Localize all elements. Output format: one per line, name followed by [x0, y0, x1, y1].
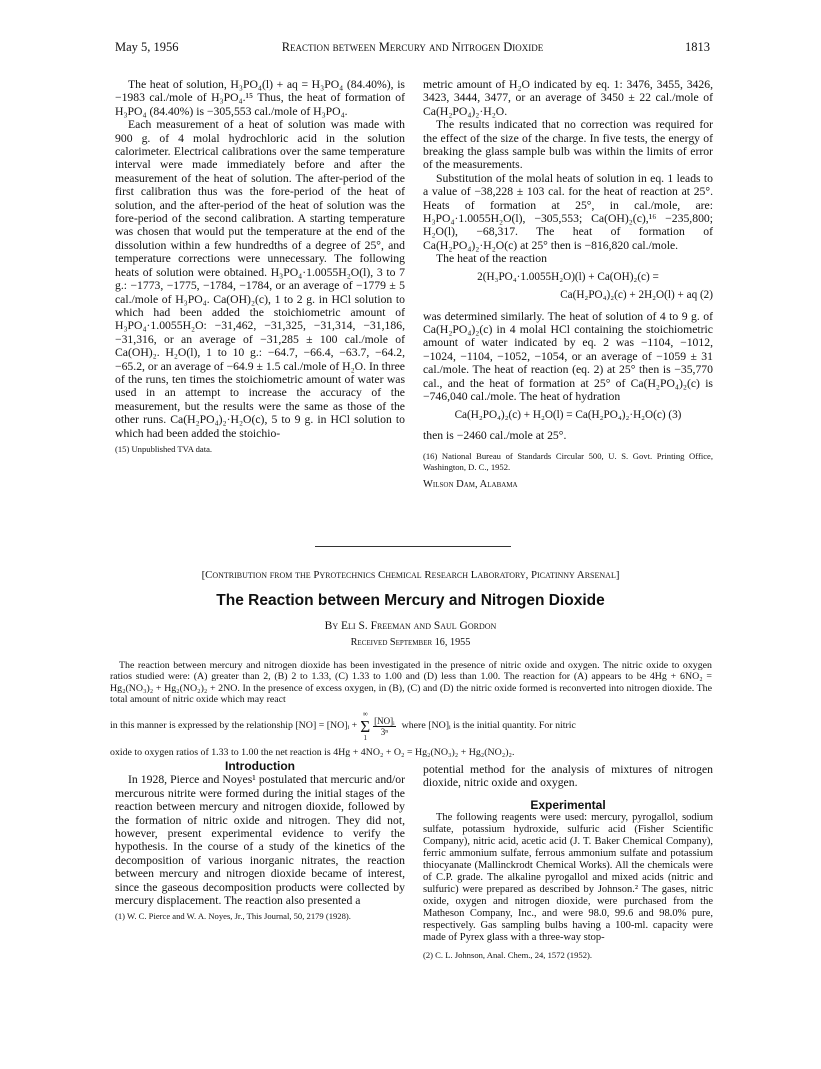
footnote-15: (15) Unpublished TVA data.	[115, 443, 213, 454]
authors: By Eli S. Freeman and Saul Gordon	[324, 620, 497, 632]
fraction-numerator: [NO]ᵢ	[374, 715, 395, 726]
sum-lower: 1	[363, 733, 367, 742]
paragraph: then is −2460 cal./mole at 25°.	[423, 428, 567, 442]
page-number: 1813	[685, 40, 710, 54]
paragraph: The results indicated that no correction was required for the effect of the size of the charge. In five tests, the energy of breaking the glass sample bulb was within the limits of error of the measurements.	[423, 118, 713, 172]
sum-upper: ∞	[362, 709, 368, 718]
paragraph: The heat of the reaction	[436, 252, 547, 266]
footnote-16: (16) National Bureau of Standards Circular 500, U. S. Govt. Printing Office, Washington, D. C., 1952.	[423, 451, 713, 472]
left-column-bottom	[115, 760, 405, 922]
article-title: The Reaction between Mercury and Nitrogen Dioxide	[216, 592, 605, 609]
right-column-top	[423, 78, 713, 492]
equation-2-line-1: 2(H₃PO₄·1.0055H₂O)(l) + Ca(OH)₂(c) =	[477, 270, 659, 283]
abstract-text-end: oxide to oxygen ratios of 1.33 to 1.00 the net reaction is 4Hg + 4NO₂ + O₂ = Hg₂(NO₃)₂ + Hg₂(NO₂)₂.	[110, 746, 515, 758]
issue-date: May 5, 1956	[115, 40, 179, 54]
fraction	[373, 716, 395, 737]
sigma-symbol: Σ	[360, 716, 371, 736]
paragraph: The heat of solution, H₃PO₄(l) + aq = H₃PO₄ (84.40%), is −1983 cal./mole of H₃PO₄.¹⁵ Thus, the heat of formation of H₃PO₄ (84.40%) is −305,553 cal./mole of H₃PO₄.	[115, 78, 405, 118]
paragraph: Each measurement of a heat of solution was made with 900 g. of 4 molal hydrochloric acid in the solution calorimeter. Electrical calibrations over the same temperature interval were made immediately before and after the measurement of the heat of solution. The after-period of the first calibration thus was the fore-period of the heat of solution, and the after-period of the heat of solution was the fore-period of the second calibration. A starting temperature was chosen that would put the temperature at the end of the dissolution within a few hundredths of a degree of 25°, and temperature corrections were unnecessary. The following heats of solution were obtained. H₃PO₄·1.0055H₂O(l), 3 to 7 g.: −1773, −1775, −1784, −1784, or an average of −1779 ± 5 cal./mole of H₃PO₄. Ca(OH)₂(c), 1 to 2 g. in HCl solution to which had been added the stoichiometric amount of H₃PO₄·1.0055H₂O: −31,462, −31,325, −31,314, −31,186, −31,316, or an average of −31,285 ± 100 cal./mole of Ca(OH)₂. H₂O(l), 1 to 10 g.: −64.7, −66.4, −63.7, −64.2, −65.2, or an average of −64.9 ± 1.5 cal./mole of H₂O. In three of the runs, ten times the stoichiometric amount of water was used in an attempt to increase the accuracy of the measurement, but the results were the same as those of the other runs. Ca(H₂PO₄)₂·H₂O(c), 5 to 9 g. in HCl solution to which had been added the stoichio-	[115, 118, 405, 440]
right-column-bottom	[423, 763, 713, 961]
abstract-relationship	[110, 711, 712, 742]
paragraph: was determined similarly. The heat of solution of 4 to 9 g. of Ca(H₂PO₄)₂(c) in 4 molal HCl containing the stoichiometric amount of water indicated by eq. 2 was −1104, −1012, −1024, −1104, −1052, −1054, or an average of −1059 ± 31 cal./mole. The heat of reaction (eq. 2) at 25° then is −35,770 cal., and the heat of formation at 25° of Ca(H₂PO₄)₂(c) is −746,040 cal./mole. The heat of hydration	[423, 309, 713, 403]
abstract-text: The reaction between mercury and nitrogen dioxide has been investigated in the presence of nitric oxide and oxygen. The nitric oxide to oxygen ratios studied were: (A) greater than 2, (B) 2 to 1.33, (C) 1.33 to 1.00 and (D) less than 1.00. The reaction for (A) appears to be 4Hg + 6NO₂ = Hg₂(NO₃)₂ + Hg₂(NO₂)₂ + 2NO. In the presence of excess oxygen, in (B), (C) and (D) the nitric oxide formed is reconverted into nitrogen dioxide. The total amount of nitric oxide which may react	[110, 660, 712, 706]
paragraph: potential method for the analysis of mixtures of nitrogen dioxide, nitric oxide and oxygen.	[423, 763, 713, 790]
running-title: Reaction between Mercury and Nitrogen Dioxide	[281, 40, 544, 54]
paragraph: Substitution of the molal heats of solution in eq. 1 leads to a value of −38,228 ± 103 cal. for the heat of reaction at 25°. Heats of formation at 25°, in cal./mole, are: H₃PO₄·1.0055H₂O(l), −305,553; Ca(OH)₂(c),¹⁶ −235,800; H₂O(l), −68,317. The heat of formation of Ca(H₂PO₄)₂·H₂O(c) at 25° then is −816,820 cal./mole.	[423, 171, 713, 252]
footnote-1: (1) W. C. Pierce and W. A. Noyes, Jr., This Journal, 50, 2179 (1928).	[115, 911, 351, 922]
footnote-2: (2) C. L. Johnson, Anal. Chem., 24, 1572 (1952).	[423, 950, 593, 961]
received-date: Received September 16, 1955	[350, 637, 471, 648]
left-column-top	[115, 78, 405, 455]
fraction-denominator: 3ⁿ	[380, 726, 389, 737]
section-divider	[315, 546, 511, 547]
abstract	[110, 660, 712, 758]
contribution-line: [Contribution from the Pyrotechnics Chemical Research Laboratory, Picatinny Arsenal]	[201, 569, 620, 581]
summation	[360, 711, 370, 742]
section-heading-introduction: Introduction	[225, 759, 295, 773]
location: Wilson Dam, Alabama	[423, 479, 518, 491]
relationship-text: in this manner is expressed by the relationship [NO] = [NO]ᵢ +	[110, 720, 358, 732]
section-heading-experimental: Experimental	[530, 797, 606, 812]
paragraph: In 1928, Pierce and Noyes¹ postulated that mercuric and/or mercurous nitrite were formed during the initial stages of the reaction between mercury and nitrogen dioxide, followed by the formation of nitric oxide and nitrogen. They did not, however, present experimental evidence to verify the hypothesis. In the course of a study of the kinetics of the decomposition of various inorganic nitrates, the reaction between mercury and nitrogen dioxide became of interest, since the gaseous decomposition products were collected by mercury displacement. The reaction also presented a	[115, 773, 405, 908]
paragraph: The following reagents were used: mercury, pyrogallol, sodium sulfate, potassium hydroxide, sulfuric acid (Fisher Scientific Company), nitric acid, acetic acid (J. T. Baker Chemical Company), ferric ammonium sulfate, ferrous ammonium sulfate and potassium thiocyanate (Mallinckrodt Chemical Works). All the chemicals were of C.P. grade. The alkaline pyrogallol and mixed acids (nitric and sulfuric) were prepared as described by Johnson.² The gases, nitric oxide, oxygen and nitrogen dioxide, were purchased from the Matheson Company, Inc., and were 98.0, 99.6 and 98.0% pure, respectively. Gas sampling bulbs having a 100-ml. capacity were made of Pyrex glass with a three-way stop-	[423, 812, 713, 944]
equation-3: Ca(H₂PO₄)₂(c) + H₂O(l) = Ca(H₂PO₄)₂·H₂O(c) (3)	[454, 409, 682, 422]
paragraph: metric amount of H₂O indicated by eq. 1: 3476, 3455, 3426, 3423, 3444, 3477, or an average of 3450 ± 22 cal./mole of Ca(H₂PO₄)₂·H₂O.	[423, 78, 713, 118]
relationship-text-end: where [NO]ᵢ is the initial quantity. For nitric	[401, 720, 576, 732]
equation-2-line-2: Ca(H₂PO₄)₂(c) + 2H₂O(l) + aq (2)	[560, 289, 713, 302]
